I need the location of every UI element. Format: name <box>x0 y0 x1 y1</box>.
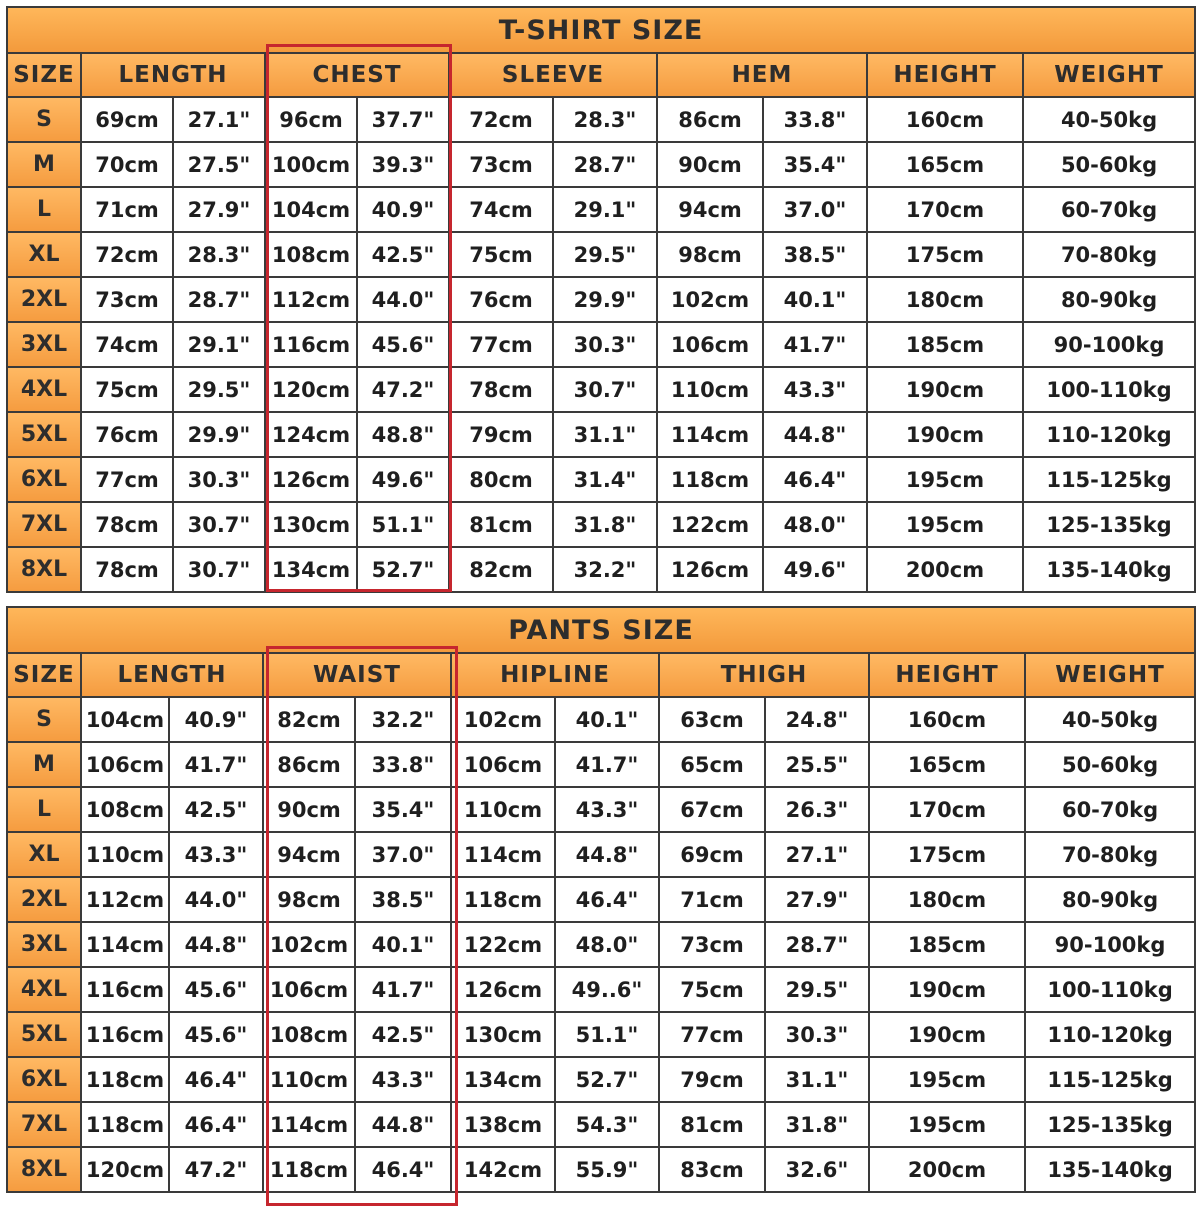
table-row <box>7 967 1195 1012</box>
table-cell: 37.0" <box>763 187 867 232</box>
table-cell: 72cm <box>81 232 173 277</box>
table-cell: 41.7" <box>763 322 867 367</box>
table-cell: 41.7" <box>169 742 263 787</box>
table-cell: 38.5" <box>763 232 867 277</box>
table-cell: 81cm <box>659 1102 765 1147</box>
table-cell: 110cm <box>657 367 763 412</box>
table-cell: 43.3" <box>169 832 263 877</box>
table-cell: 42.5" <box>357 232 449 277</box>
table-row <box>7 877 1195 922</box>
pants-table-body <box>7 697 1195 1192</box>
table-cell: 49.6" <box>357 457 449 502</box>
table-cell: 102cm <box>263 922 355 967</box>
table-cell: 25.5" <box>765 742 869 787</box>
table-cell: 108cm <box>263 1012 355 1057</box>
table-cell: 114cm <box>657 412 763 457</box>
table-cell: 116cm <box>265 322 357 367</box>
size-label: 8XL <box>7 547 81 592</box>
table-cell: 190cm <box>867 412 1023 457</box>
table-cell: 190cm <box>869 1012 1025 1057</box>
table-row <box>7 1102 1195 1147</box>
table-cell: 44.8" <box>355 1102 451 1147</box>
table-cell: 115-125kg <box>1023 457 1195 502</box>
size-label: S <box>7 97 81 142</box>
table-cell: 118cm <box>81 1102 169 1147</box>
tshirt-size-chart <box>6 6 1194 593</box>
table-cell: 24.8" <box>765 697 869 742</box>
table-cell: 29.5" <box>765 967 869 1012</box>
table-cell: 48.8" <box>357 412 449 457</box>
header-length: LENGTH <box>81 53 265 97</box>
size-label: 4XL <box>7 967 81 1012</box>
table-cell: 26.3" <box>765 787 869 832</box>
table-cell: 81cm <box>449 502 553 547</box>
table-cell: 83cm <box>659 1147 765 1192</box>
table-cell: 195cm <box>869 1102 1025 1147</box>
table-cell: 80cm <box>449 457 553 502</box>
table-cell: 70-80kg <box>1023 232 1195 277</box>
table-cell: 43.3" <box>555 787 659 832</box>
table-cell: 80-90kg <box>1025 877 1195 922</box>
tshirt-chart-title: T-SHIRT SIZE <box>7 7 1195 53</box>
size-label: 6XL <box>7 1057 81 1102</box>
table-cell: 118cm <box>451 877 555 922</box>
table-cell: 39.3" <box>357 142 449 187</box>
table-cell: 160cm <box>867 97 1023 142</box>
table-cell: 38.5" <box>355 877 451 922</box>
table-cell: 73cm <box>659 922 765 967</box>
table-row <box>7 502 1195 547</box>
table-row <box>7 232 1195 277</box>
table-cell: 94cm <box>263 832 355 877</box>
table-cell: 195cm <box>869 1057 1025 1102</box>
table-cell: 30.3" <box>553 322 657 367</box>
table-cell: 33.8" <box>763 97 867 142</box>
table-cell: 86cm <box>657 97 763 142</box>
table-row <box>7 697 1195 742</box>
table-cell: 28.7" <box>765 922 869 967</box>
table-cell: 94cm <box>657 187 763 232</box>
table-cell: 190cm <box>867 367 1023 412</box>
table-cell: 40.1" <box>355 922 451 967</box>
table-cell: 79cm <box>449 412 553 457</box>
table-cell: 170cm <box>869 787 1025 832</box>
table-cell: 115-125kg <box>1025 1057 1195 1102</box>
table-cell: 44.8" <box>555 832 659 877</box>
table-cell: 28.7" <box>553 142 657 187</box>
table-cell: 45.6" <box>169 967 263 1012</box>
table-cell: 40.9" <box>357 187 449 232</box>
table-cell: 70cm <box>81 142 173 187</box>
table-cell: 48.0" <box>763 502 867 547</box>
table-cell: 28.3" <box>173 232 265 277</box>
size-label: 2XL <box>7 877 81 922</box>
table-cell: 52.7" <box>357 547 449 592</box>
table-cell: 120cm <box>265 367 357 412</box>
table-cell: 30.7" <box>173 502 265 547</box>
table-cell: 27.1" <box>765 832 869 877</box>
table-row <box>7 832 1195 877</box>
table-cell: 54.3" <box>555 1102 659 1147</box>
table-cell: 29.1" <box>553 187 657 232</box>
table-cell: 180cm <box>867 277 1023 322</box>
table-cell: 112cm <box>81 877 169 922</box>
table-cell: 76cm <box>81 412 173 457</box>
table-row <box>7 97 1195 142</box>
table-cell: 44.8" <box>763 412 867 457</box>
table-cell: 35.4" <box>355 787 451 832</box>
table-cell: 82cm <box>449 547 553 592</box>
table-cell: 77cm <box>449 322 553 367</box>
size-label: 7XL <box>7 1102 81 1147</box>
table-cell: 29.1" <box>173 322 265 367</box>
table-cell: 63cm <box>659 697 765 742</box>
tshirt-size-table <box>6 6 1196 593</box>
table-row <box>7 142 1195 187</box>
table-cell: 86cm <box>263 742 355 787</box>
table-cell: 120cm <box>81 1147 169 1192</box>
table-cell: 29.5" <box>553 232 657 277</box>
header-weight: WEIGHT <box>1023 53 1195 97</box>
table-cell: 190cm <box>869 967 1025 1012</box>
table-row <box>7 922 1195 967</box>
table-cell: 43.3" <box>355 1057 451 1102</box>
size-label: 5XL <box>7 1012 81 1057</box>
table-cell: 40-50kg <box>1025 697 1195 742</box>
table-cell: 77cm <box>659 1012 765 1057</box>
table-cell: 67cm <box>659 787 765 832</box>
table-cell: 69cm <box>659 832 765 877</box>
table-cell: 33.8" <box>355 742 451 787</box>
table-cell: 37.0" <box>355 832 451 877</box>
table-cell: 32.2" <box>553 547 657 592</box>
table-cell: 106cm <box>81 742 169 787</box>
table-cell: 106cm <box>263 967 355 1012</box>
header-height: HEIGHT <box>869 653 1025 697</box>
table-cell: 180cm <box>869 877 1025 922</box>
table-cell: 29.9" <box>553 277 657 322</box>
table-cell: 175cm <box>869 832 1025 877</box>
table-row <box>7 457 1195 502</box>
table-cell: 134cm <box>451 1057 555 1102</box>
table-cell: 100cm <box>265 142 357 187</box>
table-cell: 118cm <box>81 1057 169 1102</box>
pants-size-table <box>6 606 1196 1193</box>
table-row <box>7 1012 1195 1057</box>
pants-header-row <box>7 653 1195 697</box>
table-cell: 60-70kg <box>1023 187 1195 232</box>
table-cell: 130cm <box>265 502 357 547</box>
table-cell: 195cm <box>867 502 1023 547</box>
table-cell: 82cm <box>263 697 355 742</box>
tshirt-table-body <box>7 97 1195 592</box>
table-cell: 104cm <box>81 697 169 742</box>
table-cell: 31.1" <box>553 412 657 457</box>
size-label: L <box>7 187 81 232</box>
table-cell: 27.5" <box>173 142 265 187</box>
header-hem: HEM <box>657 53 867 97</box>
table-cell: 47.2" <box>169 1147 263 1192</box>
table-cell: 44.8" <box>169 922 263 967</box>
table-cell: 106cm <box>657 322 763 367</box>
table-cell: 31.8" <box>765 1102 869 1147</box>
table-cell: 125-135kg <box>1023 502 1195 547</box>
table-cell: 104cm <box>265 187 357 232</box>
table-cell: 116cm <box>81 967 169 1012</box>
table-cell: 125-135kg <box>1025 1102 1195 1147</box>
table-cell: 46.4" <box>169 1102 263 1147</box>
table-cell: 90-100kg <box>1023 322 1195 367</box>
table-cell: 27.9" <box>173 187 265 232</box>
table-cell: 27.9" <box>765 877 869 922</box>
table-cell: 110-120kg <box>1025 1012 1195 1057</box>
table-cell: 74cm <box>81 322 173 367</box>
table-cell: 30.7" <box>173 547 265 592</box>
table-cell: 77cm <box>81 457 173 502</box>
table-cell: 37.7" <box>357 97 449 142</box>
table-cell: 90cm <box>657 142 763 187</box>
size-label: XL <box>7 232 81 277</box>
table-cell: 74cm <box>449 187 553 232</box>
table-row <box>7 742 1195 787</box>
table-cell: 69cm <box>81 97 173 142</box>
table-cell: 40-50kg <box>1023 97 1195 142</box>
table-cell: 71cm <box>81 187 173 232</box>
table-cell: 126cm <box>451 967 555 1012</box>
table-cell: 45.6" <box>357 322 449 367</box>
table-cell: 52.7" <box>555 1057 659 1102</box>
size-label: M <box>7 142 81 187</box>
table-cell: 108cm <box>81 787 169 832</box>
table-cell: 31.1" <box>765 1057 869 1102</box>
size-label: 4XL <box>7 367 81 412</box>
table-cell: 102cm <box>451 697 555 742</box>
header-size: SIZE <box>7 653 81 697</box>
table-cell: 122cm <box>657 502 763 547</box>
table-cell: 70-80kg <box>1025 832 1195 877</box>
table-cell: 75cm <box>449 232 553 277</box>
table-cell: 195cm <box>867 457 1023 502</box>
table-cell: 46.4" <box>763 457 867 502</box>
table-cell: 49.6" <box>763 547 867 592</box>
table-row <box>7 1147 1195 1192</box>
header-sleeve: SLEEVE <box>449 53 657 97</box>
table-row <box>7 547 1195 592</box>
table-cell: 200cm <box>869 1147 1025 1192</box>
size-label: M <box>7 742 81 787</box>
table-cell: 78cm <box>81 547 173 592</box>
table-cell: 80-90kg <box>1023 277 1195 322</box>
size-label: 3XL <box>7 922 81 967</box>
table-cell: 118cm <box>657 457 763 502</box>
table-cell: 73cm <box>449 142 553 187</box>
tshirt-header-row <box>7 53 1195 97</box>
table-cell: 90cm <box>263 787 355 832</box>
table-cell: 47.2" <box>357 367 449 412</box>
table-cell: 118cm <box>263 1147 355 1192</box>
table-cell: 41.7" <box>555 742 659 787</box>
table-row <box>7 412 1195 457</box>
table-cell: 185cm <box>869 922 1025 967</box>
table-cell: 55.9" <box>555 1147 659 1192</box>
table-cell: 98cm <box>263 877 355 922</box>
size-label: 3XL <box>7 322 81 367</box>
pants-chart-title: PANTS SIZE <box>7 607 1195 653</box>
table-cell: 126cm <box>657 547 763 592</box>
table-cell: 110cm <box>81 832 169 877</box>
table-cell: 29.9" <box>173 412 265 457</box>
table-cell: 42.5" <box>169 787 263 832</box>
table-cell: 130cm <box>451 1012 555 1057</box>
size-label: XL <box>7 832 81 877</box>
table-cell: 60-70kg <box>1025 787 1195 832</box>
table-cell: 134cm <box>265 547 357 592</box>
header-weight: WEIGHT <box>1025 653 1195 697</box>
header-height: HEIGHT <box>867 53 1023 97</box>
table-cell: 106cm <box>451 742 555 787</box>
table-cell: 28.7" <box>173 277 265 322</box>
size-label: L <box>7 787 81 832</box>
table-cell: 126cm <box>265 457 357 502</box>
table-row <box>7 187 1195 232</box>
table-cell: 135-140kg <box>1025 1147 1195 1192</box>
table-cell: 30.3" <box>173 457 265 502</box>
table-cell: 100-110kg <box>1023 367 1195 412</box>
table-row <box>7 277 1195 322</box>
table-cell: 110cm <box>263 1057 355 1102</box>
table-cell: 71cm <box>659 877 765 922</box>
table-cell: 32.2" <box>355 697 451 742</box>
table-row <box>7 1057 1195 1102</box>
table-cell: 138cm <box>451 1102 555 1147</box>
table-cell: 48.0" <box>555 922 659 967</box>
size-label: 8XL <box>7 1147 81 1192</box>
table-cell: 122cm <box>451 922 555 967</box>
table-cell: 30.7" <box>553 367 657 412</box>
table-cell: 44.0" <box>169 877 263 922</box>
table-cell: 27.1" <box>173 97 265 142</box>
pants-size-chart <box>6 606 1194 1193</box>
table-cell: 79cm <box>659 1057 765 1102</box>
table-cell: 170cm <box>867 187 1023 232</box>
table-cell: 76cm <box>449 277 553 322</box>
table-cell: 72cm <box>449 97 553 142</box>
table-cell: 142cm <box>451 1147 555 1192</box>
table-cell: 43.3" <box>763 367 867 412</box>
table-cell: 75cm <box>659 967 765 1012</box>
table-cell: 102cm <box>657 277 763 322</box>
table-cell: 50-60kg <box>1025 742 1195 787</box>
table-cell: 29.5" <box>173 367 265 412</box>
table-cell: 78cm <box>81 502 173 547</box>
table-row <box>7 322 1195 367</box>
size-label: 7XL <box>7 502 81 547</box>
table-cell: 46.4" <box>169 1057 263 1102</box>
table-cell: 30.3" <box>765 1012 869 1057</box>
header-hipline: HIPLINE <box>451 653 659 697</box>
header-size: SIZE <box>7 53 81 97</box>
table-cell: 78cm <box>449 367 553 412</box>
table-cell: 28.3" <box>553 97 657 142</box>
table-cell: 73cm <box>81 277 173 322</box>
table-cell: 90-100kg <box>1025 922 1195 967</box>
table-cell: 112cm <box>265 277 357 322</box>
table-cell: 108cm <box>265 232 357 277</box>
header-chest: CHEST <box>265 53 449 97</box>
table-cell: 135-140kg <box>1023 547 1195 592</box>
table-cell: 40.1" <box>555 697 659 742</box>
header-thigh: THIGH <box>659 653 869 697</box>
table-cell: 65cm <box>659 742 765 787</box>
table-cell: 44.0" <box>357 277 449 322</box>
table-row <box>7 367 1195 412</box>
size-label: S <box>7 697 81 742</box>
table-cell: 35.4" <box>763 142 867 187</box>
table-cell: 165cm <box>867 142 1023 187</box>
table-cell: 100-110kg <box>1025 967 1195 1012</box>
header-length: LENGTH <box>81 653 263 697</box>
table-cell: 50-60kg <box>1023 142 1195 187</box>
table-cell: 200cm <box>867 547 1023 592</box>
size-label: 2XL <box>7 277 81 322</box>
header-waist: WAIST <box>263 653 451 697</box>
table-cell: 124cm <box>265 412 357 457</box>
table-cell: 42.5" <box>355 1012 451 1057</box>
table-cell: 175cm <box>867 232 1023 277</box>
table-cell: 160cm <box>869 697 1025 742</box>
table-cell: 185cm <box>867 322 1023 367</box>
table-cell: 49..6" <box>555 967 659 1012</box>
table-row <box>7 787 1195 832</box>
table-cell: 46.4" <box>355 1147 451 1192</box>
table-cell: 46.4" <box>555 877 659 922</box>
table-cell: 40.1" <box>763 277 867 322</box>
table-cell: 165cm <box>869 742 1025 787</box>
table-cell: 31.8" <box>553 502 657 547</box>
table-cell: 51.1" <box>555 1012 659 1057</box>
table-cell: 45.6" <box>169 1012 263 1057</box>
table-cell: 32.6" <box>765 1147 869 1192</box>
table-cell: 41.7" <box>355 967 451 1012</box>
table-cell: 96cm <box>265 97 357 142</box>
table-cell: 110cm <box>451 787 555 832</box>
table-cell: 114cm <box>81 922 169 967</box>
size-label: 5XL <box>7 412 81 457</box>
table-cell: 98cm <box>657 232 763 277</box>
table-cell: 114cm <box>451 832 555 877</box>
table-cell: 75cm <box>81 367 173 412</box>
table-cell: 40.9" <box>169 697 263 742</box>
table-cell: 31.4" <box>553 457 657 502</box>
table-cell: 114cm <box>263 1102 355 1147</box>
table-cell: 116cm <box>81 1012 169 1057</box>
size-label: 6XL <box>7 457 81 502</box>
table-cell: 110-120kg <box>1023 412 1195 457</box>
table-cell: 51.1" <box>357 502 449 547</box>
